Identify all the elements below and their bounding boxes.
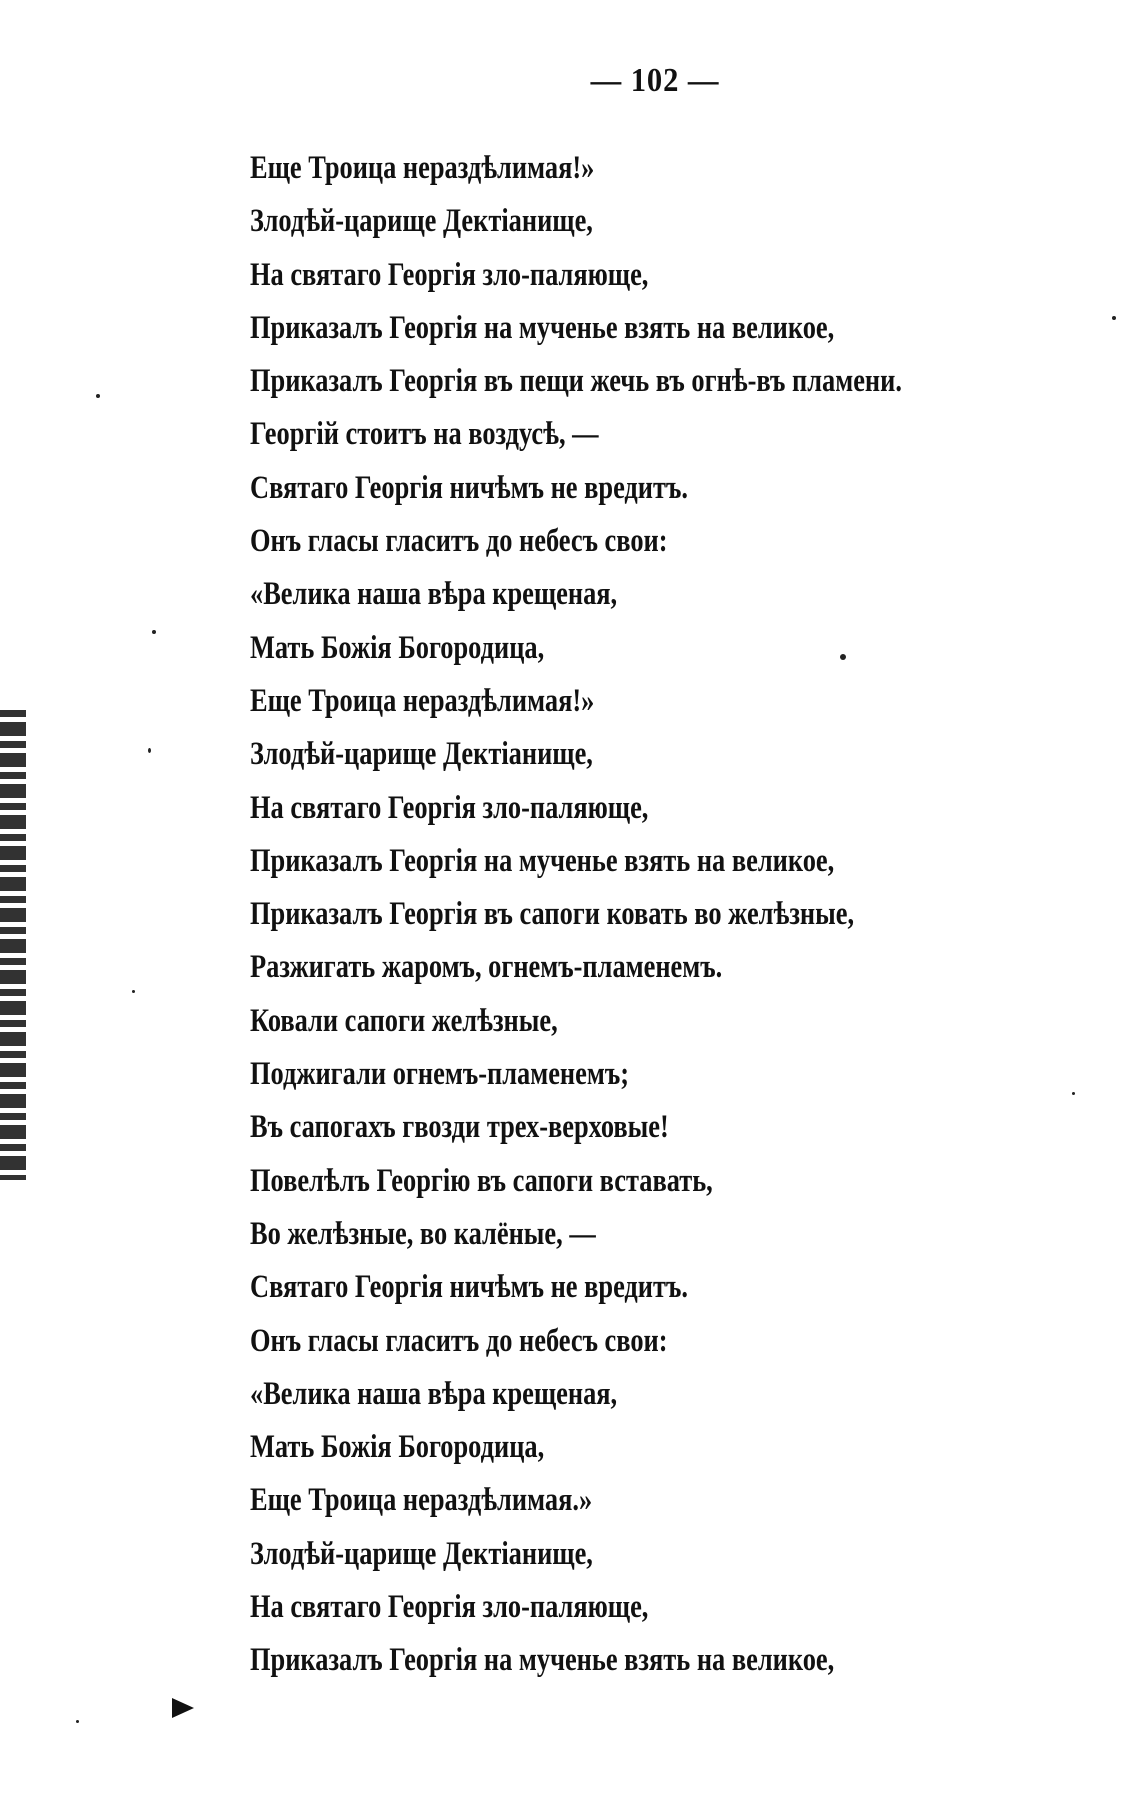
ink-speck (1072, 1092, 1075, 1095)
ink-speck (96, 394, 100, 398)
verse-line: Злодѣй-царище Дектіанище, (250, 203, 593, 240)
ink-speck (1112, 316, 1116, 320)
page-number: — 102 — (590, 62, 720, 99)
ink-speck (76, 1720, 79, 1723)
verse-line: «Велика наша вѣра крещеная, (250, 1375, 618, 1412)
verse-line: Мать Божія Богородица, (250, 629, 545, 666)
verse-line: Въ сапогахъ гвозди трех-верховые! (250, 1109, 669, 1146)
corner-mark (172, 1698, 194, 1718)
verse-line: Во желѣзные, во калёные, — (250, 1215, 596, 1252)
binding-edge (0, 710, 26, 1180)
verse-line: На святаго Георгія зло-паляюще, (250, 256, 649, 293)
verse-line: Еще Троица нераздѣлимая!» (250, 150, 595, 186)
verse-line: Приказалъ Георгія на мученье взять на великое, (250, 1642, 835, 1679)
verse-line: Онъ гласы гласитъ до небесъ свои: (250, 1322, 668, 1359)
verse-line: Злодѣй-царище Дектіанище, (250, 736, 593, 773)
verse-line: Святаго Георгія ничѣмъ не вредитъ. (250, 469, 688, 506)
verse-line: Святаго Георгія ничѣмъ не вредитъ. (250, 1269, 688, 1306)
verse-text (250, 142, 1110, 1688)
verse-line: На святаго Георгія зло-паляюще, (250, 1589, 649, 1626)
ink-speck (132, 990, 135, 993)
verse-line: На святаго Георгія зло-паляюще, (250, 789, 649, 826)
ink-speck (148, 748, 151, 753)
verse-line: Разжигать жаромъ, огнемъ-пламенемъ. (250, 949, 723, 986)
verse-line: «Велика наша вѣра крещеная, (250, 576, 618, 613)
verse-line: Ковали сапоги желѣзные, (250, 1002, 558, 1039)
ink-speck (152, 630, 156, 634)
verse-line: Приказалъ Георгія въ сапоги ковать во желѣзные, (250, 896, 855, 933)
verse-line: Приказалъ Георгія на мученье взять на великое, (250, 309, 835, 346)
verse-line: Приказалъ Георгія въ пещи жечь въ огнѣ-въ пламени. (250, 363, 902, 400)
verse-line: Поджигали огнемъ-пламенемъ; (250, 1056, 630, 1093)
verse-line: Мать Божія Богородица, (250, 1429, 545, 1466)
verse-line: Онъ гласы гласитъ до небесъ свои: (250, 523, 668, 560)
ink-speck (840, 654, 846, 660)
verse-line: Еще Троица нераздѣлимая.» (250, 1482, 593, 1519)
verse-line: Повелѣлъ Георгію въ сапоги вставать, (250, 1162, 713, 1199)
verse-line: Еще Троица нераздѣлимая!» (250, 682, 595, 719)
verse-line: Приказалъ Георгія на мученье взять на великое, (250, 842, 835, 879)
verse-line: Злодѣй-царище Дектіанище, (250, 1535, 593, 1572)
verse-line: Георгій стоитъ на воздусѣ, — (250, 416, 599, 453)
